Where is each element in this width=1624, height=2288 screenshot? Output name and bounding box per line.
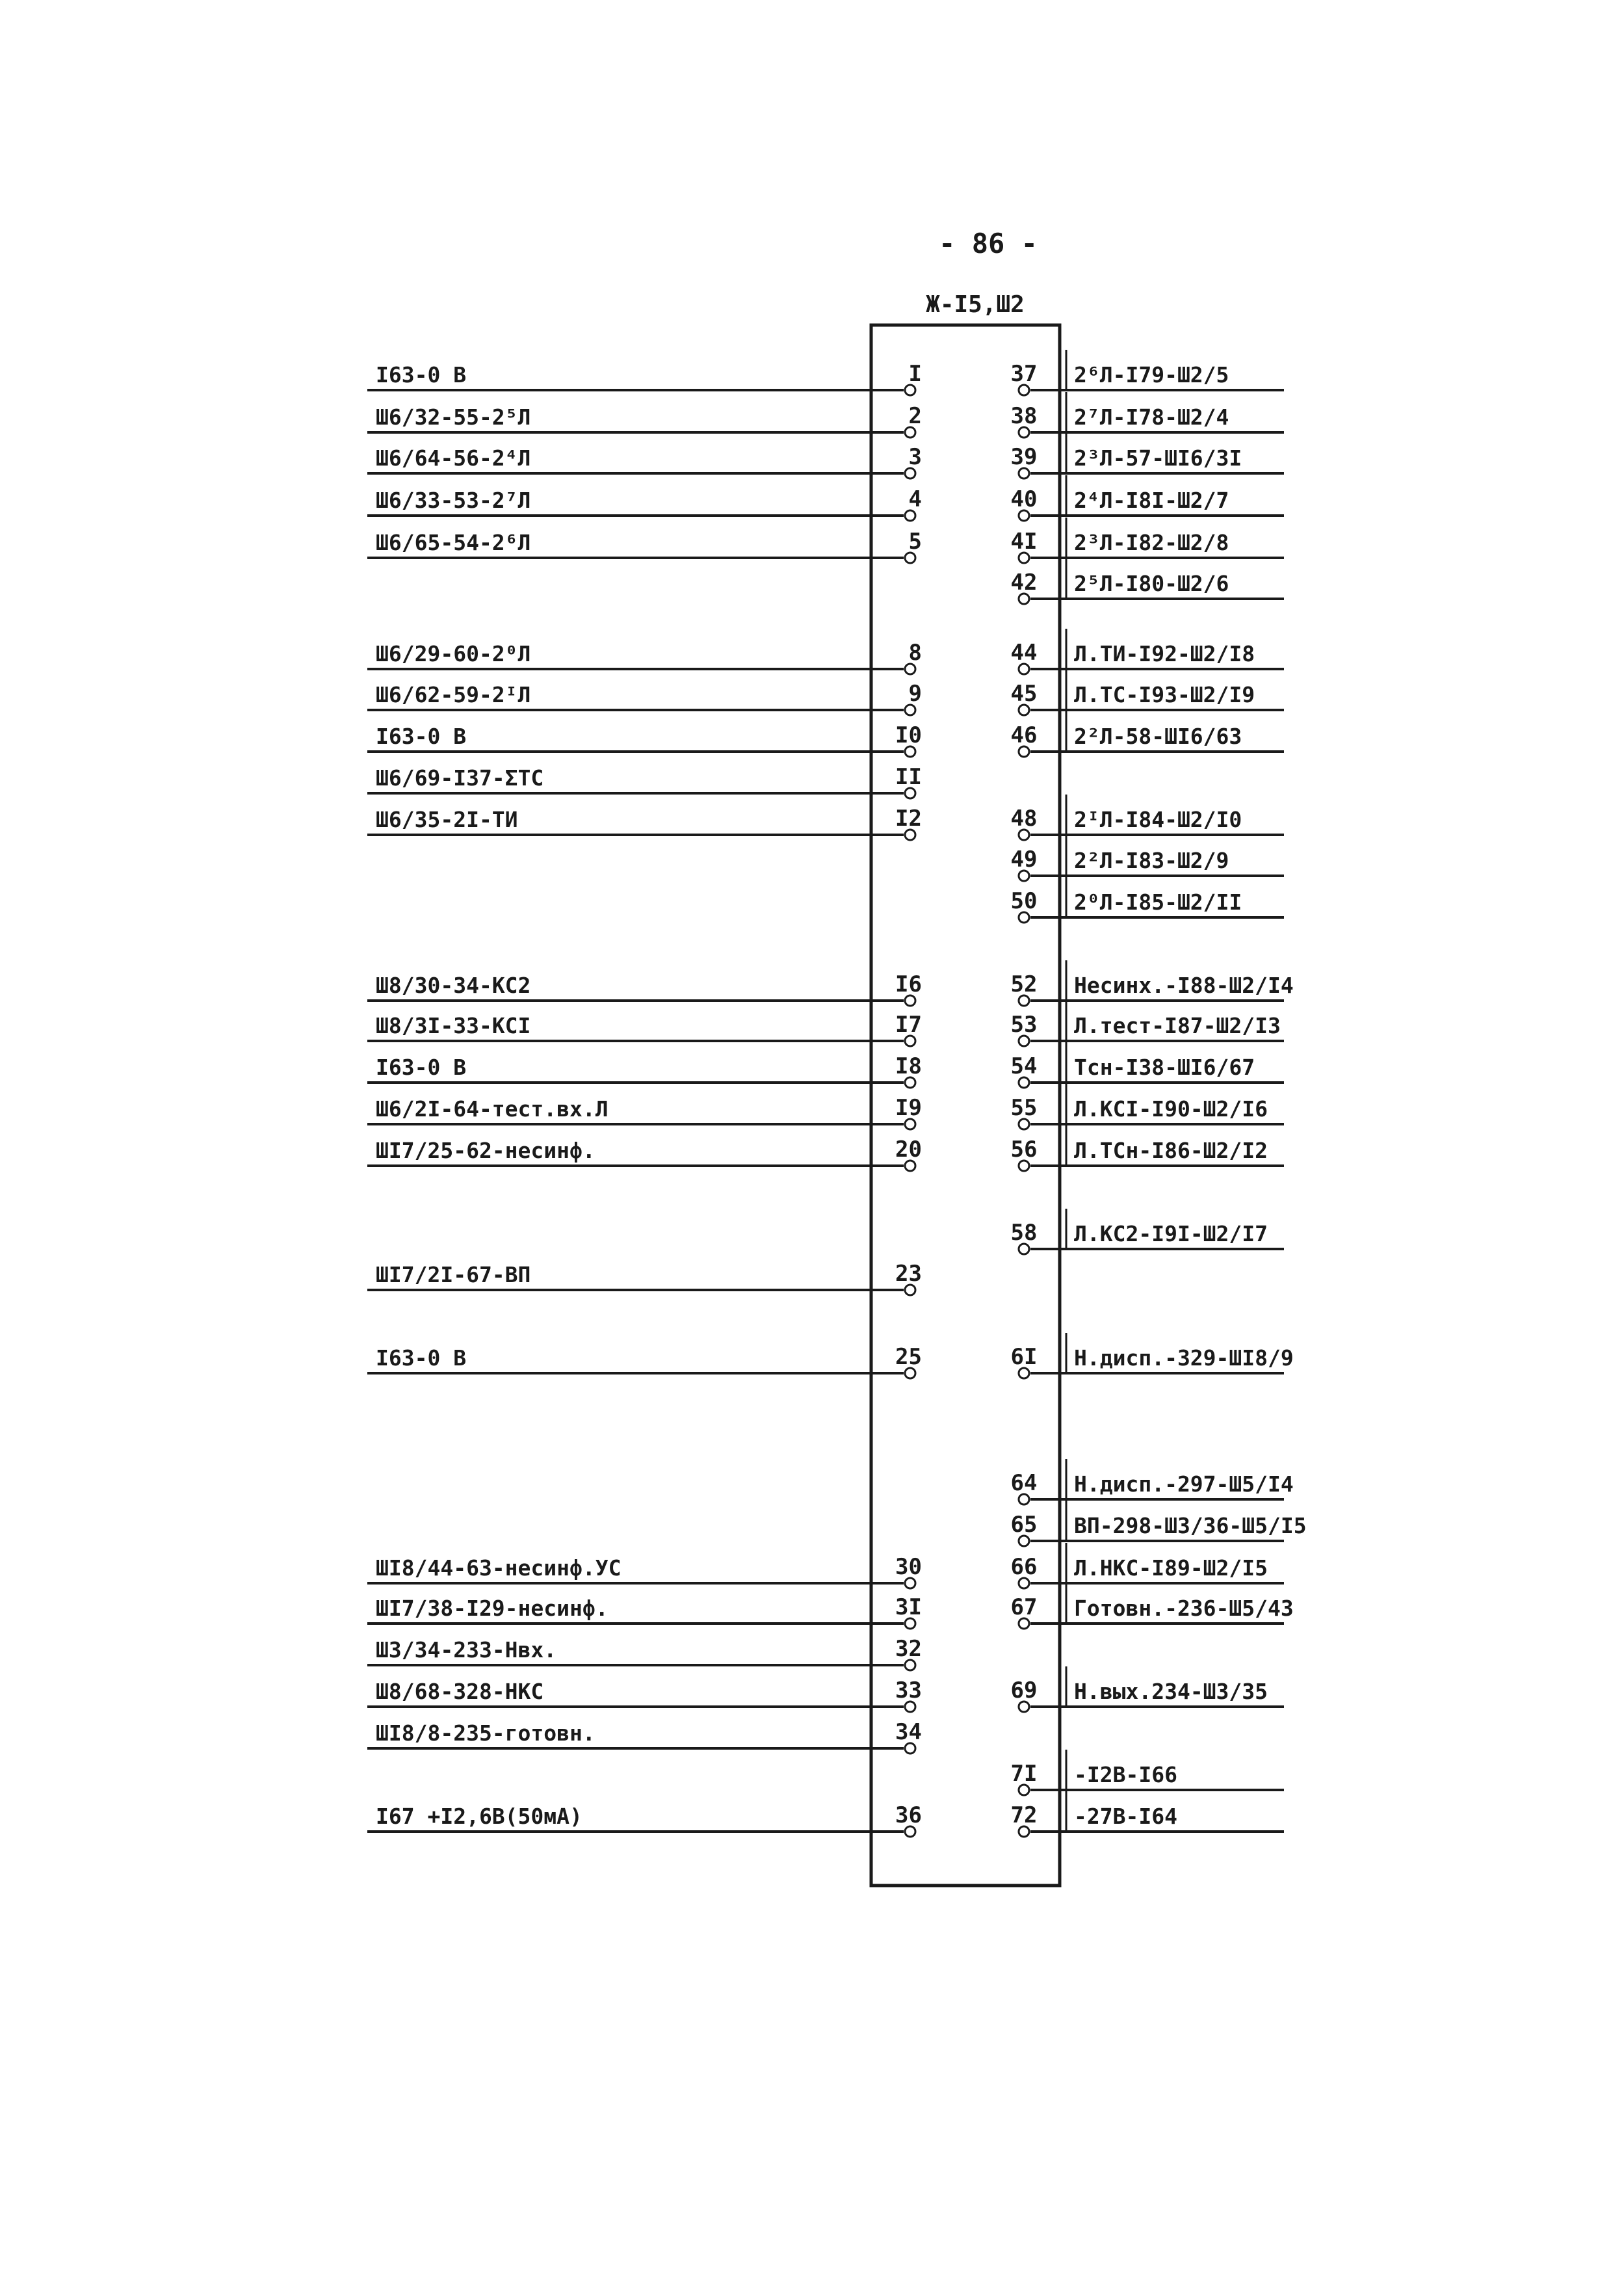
right-pin-row xyxy=(1011,670,1284,715)
right-pin-number: 50 xyxy=(1010,888,1038,914)
right-pin-number: 58 xyxy=(1010,1220,1038,1246)
left-pin-label: Ш8/68-328-НКС xyxy=(376,1679,544,1704)
right-pin-number: 39 xyxy=(1010,444,1038,470)
left-pin-label: ШI7/38-I29-несинф. xyxy=(376,1596,609,1621)
left-pin-number: 25 xyxy=(895,1344,922,1370)
left-pin-number: 9 xyxy=(908,681,922,707)
left-pin-number: 8 xyxy=(908,640,922,666)
left-pin-row xyxy=(367,806,922,840)
left-pin-label: I63-0 B xyxy=(376,1345,467,1371)
right-pin-label: Н.дисп.-329-ШI8/9 xyxy=(1074,1345,1294,1371)
left-pin-number: 30 xyxy=(895,1554,922,1580)
right-pin-row xyxy=(1011,1001,1284,1046)
right-pin-label: Н.дисп.-297-Ш5/I4 xyxy=(1074,1471,1294,1497)
left-pin-row xyxy=(367,1261,922,1295)
right-pin-label: 2⁶Л-I79-Ш2/5 xyxy=(1074,362,1229,388)
left-pin-number: 3I xyxy=(895,1594,922,1620)
right-pin-row xyxy=(1011,1042,1284,1088)
left-pin-label: Ш6/65-54-2⁶Л xyxy=(376,530,531,555)
right-pin-row xyxy=(1011,1084,1284,1129)
left-pin-number: I2 xyxy=(895,806,922,832)
left-pin-label: Ш6/35-2I-ТИ xyxy=(376,807,518,832)
right-pin-number: 56 xyxy=(1010,1137,1038,1163)
right-pin-row xyxy=(1011,877,1284,923)
left-pin-number: I xyxy=(908,361,922,387)
left-pin-number: 36 xyxy=(895,1802,922,1828)
left-pin-row xyxy=(367,486,922,521)
right-pin-label: Л.КС2-I9I-Ш2/I7 xyxy=(1074,1221,1268,1246)
left-pin-label: Ш3/34-233-Нвх. xyxy=(376,1637,557,1663)
right-pin-label: Л.НКС-I89-Ш2/I5 xyxy=(1074,1555,1268,1581)
left-pin-row xyxy=(367,640,922,674)
right-pin-number: 53 xyxy=(1010,1012,1038,1038)
left-pin-number: II xyxy=(895,764,922,790)
left-pin-label: Ш8/30-34-КС2 xyxy=(376,973,531,998)
right-pin-label: Готовн.-236-Ш5/43 xyxy=(1074,1596,1294,1621)
left-pin-number: I0 xyxy=(895,722,922,748)
right-pin-number: 54 xyxy=(1010,1053,1038,1079)
left-pin-label: ШI8/44-63-несинф.УС xyxy=(376,1555,622,1581)
right-pin-label: Л.КСI-I90-Ш2/I6 xyxy=(1074,1096,1268,1122)
left-pin-number: 2 xyxy=(908,403,922,429)
left-pin-row xyxy=(367,722,922,757)
right-pin-number: 40 xyxy=(1010,486,1038,512)
left-pin-row xyxy=(367,1012,922,1046)
left-pin-label: I67 +I2,6B(50мА) xyxy=(376,1804,583,1829)
left-pin-group xyxy=(367,361,922,1837)
right-pin-number: 42 xyxy=(1010,570,1038,596)
right-pin-label: 2⁵Л-I80-Ш2/6 xyxy=(1074,571,1229,596)
right-pin-number: 45 xyxy=(1010,681,1038,707)
left-pin-number: I9 xyxy=(895,1095,922,1121)
right-pin-row xyxy=(1011,559,1284,604)
page-number: - 86 - xyxy=(939,228,1038,259)
right-pin-number: 7I xyxy=(1010,1761,1038,1787)
right-pin-row xyxy=(1011,1209,1284,1254)
right-pin-label: 2⁰Л-I85-Ш2/II xyxy=(1074,889,1242,915)
left-pin-row xyxy=(367,1677,922,1712)
right-pin-label: Н.вых.234-Ш3/35 xyxy=(1074,1679,1268,1704)
left-pin-label: ШI7/2I-67-ВП xyxy=(376,1262,531,1287)
left-pin-row xyxy=(367,681,922,715)
left-pin-label: Ш6/33-53-2⁷Л xyxy=(376,488,531,513)
right-pin-number: 48 xyxy=(1010,806,1038,832)
right-pin-label: 2⁷Л-I78-Ш2/4 xyxy=(1074,404,1229,430)
right-pin-row xyxy=(1011,1543,1284,1588)
left-pin-number: 32 xyxy=(895,1636,922,1662)
left-pin-row xyxy=(367,1802,922,1837)
left-pin-number: I8 xyxy=(895,1053,922,1079)
left-pin-row xyxy=(367,1554,922,1588)
left-pin-row xyxy=(367,1344,922,1378)
right-pin-number: 64 xyxy=(1010,1470,1038,1496)
left-pin-row xyxy=(367,971,922,1006)
right-pin-label: -I2B-I66 xyxy=(1074,1762,1177,1787)
right-pin-label: 2³Л-I82-Ш2/8 xyxy=(1074,530,1229,555)
left-pin-label: Ш6/29-60-2⁰Л xyxy=(376,641,531,666)
left-pin-number: I6 xyxy=(895,971,922,997)
right-pin-row xyxy=(1011,518,1284,563)
right-pin-label: 2³Л-57-ШI6/3I xyxy=(1074,445,1242,471)
left-pin-label: Ш6/69-I37-ΣТС xyxy=(376,765,544,791)
left-pin-number: I7 xyxy=(895,1012,922,1038)
left-pin-row xyxy=(367,361,922,395)
right-pin-number: 4I xyxy=(1010,529,1038,555)
right-pin-label: 2²Л-58-ШI6/63 xyxy=(1074,724,1242,749)
right-pin-label: Л.ТСн-I86-Ш2/I2 xyxy=(1074,1138,1268,1163)
left-pin-row xyxy=(367,444,922,479)
right-pin-number: 49 xyxy=(1010,847,1038,873)
left-pin-label: Ш6/62-59-2ᴵЛ xyxy=(376,682,531,707)
left-pin-label: ШI8/8-235-готовн. xyxy=(376,1720,596,1746)
right-pin-number: 55 xyxy=(1010,1095,1038,1121)
right-pin-label: Л.ТИ-I92-Ш2/I8 xyxy=(1074,641,1255,666)
right-pin-label: 2⁴Л-I8I-Ш2/7 xyxy=(1074,488,1229,513)
right-pin-row xyxy=(1011,433,1284,479)
left-pin-row xyxy=(367,1137,922,1171)
right-pin-number: 67 xyxy=(1010,1594,1038,1620)
right-pin-row xyxy=(1011,392,1284,438)
right-pin-row xyxy=(1011,1791,1284,1837)
right-pin-number: 66 xyxy=(1010,1554,1038,1580)
right-pin-row xyxy=(1011,1333,1294,1378)
left-pin-row xyxy=(367,403,922,438)
left-pin-row xyxy=(367,1636,922,1670)
left-pin-row xyxy=(367,764,922,798)
right-pin-row xyxy=(1011,1501,1307,1546)
right-pin-label: Л.ТС-I93-Ш2/I9 xyxy=(1074,682,1255,707)
right-pin-row xyxy=(1011,1583,1294,1629)
right-pin-number: 52 xyxy=(1010,971,1038,997)
right-pin-number: 38 xyxy=(1010,403,1038,429)
left-pin-number: 4 xyxy=(908,486,922,512)
left-pin-label: Ш8/3I-33-КСI xyxy=(376,1013,531,1038)
left-pin-row xyxy=(367,1053,922,1088)
right-pin-number: 69 xyxy=(1010,1677,1038,1703)
right-pin-label: ВП-298-Ш3/36-Ш5/I5 xyxy=(1074,1513,1307,1538)
right-pin-number: 44 xyxy=(1010,640,1038,666)
right-pin-row xyxy=(1011,350,1284,395)
right-pin-label: 2²Л-I83-Ш2/9 xyxy=(1074,848,1229,873)
right-pin-label: -27B-I64 xyxy=(1074,1804,1177,1829)
right-pin-row xyxy=(1011,629,1284,674)
left-pin-row xyxy=(367,529,922,563)
left-pin-label: Ш6/2I-64-тест.вх.Л xyxy=(376,1096,609,1122)
right-pin-label: 2ᴵЛ-I84-Ш2/I0 xyxy=(1074,807,1242,832)
right-pin-row xyxy=(1011,835,1284,881)
right-pin-label: Несинх.-I88-Ш2/I4 xyxy=(1074,973,1294,998)
right-pin-row xyxy=(1011,711,1284,757)
right-pin-number: 37 xyxy=(1010,361,1038,387)
left-pin-number: 23 xyxy=(895,1261,922,1287)
right-pin-row xyxy=(1011,1750,1284,1795)
right-pin-number: 6I xyxy=(1010,1344,1038,1370)
left-pin-row xyxy=(367,1095,922,1129)
left-pin-number: 3 xyxy=(908,444,922,470)
left-pin-row xyxy=(367,1594,922,1629)
right-pin-label: Тсн-I38-ШI6/67 xyxy=(1074,1055,1255,1080)
left-pin-label: I63-0 B xyxy=(376,724,467,749)
right-pin-number: 72 xyxy=(1010,1802,1038,1828)
left-pin-number: 20 xyxy=(895,1137,922,1163)
left-pin-number: 5 xyxy=(908,529,922,555)
right-pin-label: Л.тест-I87-Ш2/I3 xyxy=(1074,1013,1281,1038)
right-pin-row xyxy=(1011,795,1284,840)
left-pin-number: 34 xyxy=(895,1719,922,1745)
right-pin-row xyxy=(1011,960,1294,1006)
right-pin-group xyxy=(1011,350,1307,1837)
left-pin-label: I63-0 B xyxy=(376,1055,467,1080)
left-pin-label: I63-0 B xyxy=(376,362,467,388)
left-pin-label: Ш6/64-56-2⁴Л xyxy=(376,445,531,471)
right-pin-row xyxy=(1011,1459,1294,1505)
left-pin-row xyxy=(367,1719,922,1754)
left-pin-label: ШI7/25-62-несинф. xyxy=(376,1138,596,1163)
right-pin-number: 65 xyxy=(1010,1512,1038,1538)
left-pin-label: Ш6/32-55-2⁵Л xyxy=(376,404,531,430)
right-pin-number: 46 xyxy=(1010,722,1038,748)
left-pin-number: 33 xyxy=(895,1677,922,1703)
right-pin-row xyxy=(1011,475,1284,521)
right-pin-row xyxy=(1011,1666,1284,1712)
right-pin-row xyxy=(1011,1125,1284,1171)
connector-title: Ж-I5,Ш2 xyxy=(926,291,1025,318)
